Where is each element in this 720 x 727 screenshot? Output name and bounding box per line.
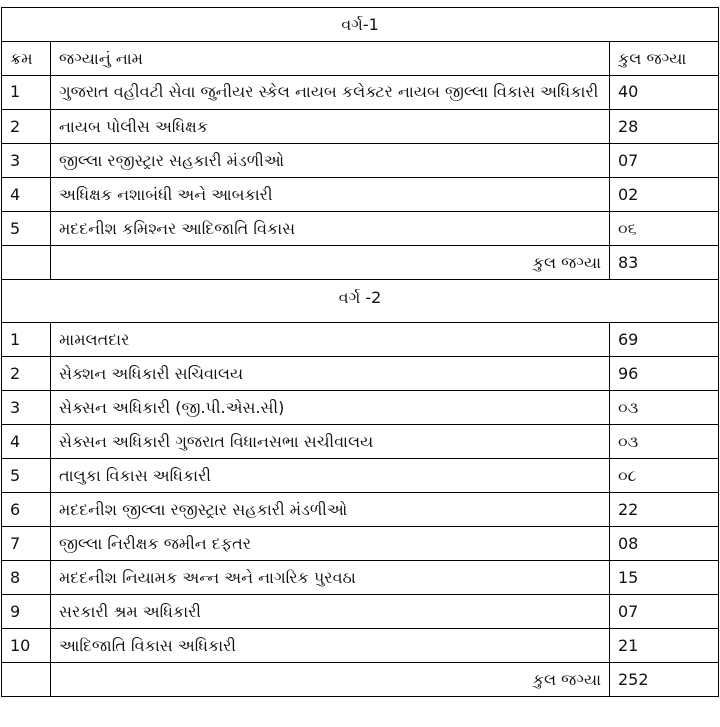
row-post-name: ગુજરાત વહીવટી સેવા જુનીયર સ્કેલ નાયબ કલેક્ટર નાયબ જીલ્લા વિકાસ અધિકારી xyxy=(51,76,610,110)
total-blank xyxy=(2,663,51,697)
row-post-count: 07 xyxy=(610,144,719,178)
section-1-total-row xyxy=(2,246,719,280)
row-post-count: 02 xyxy=(610,178,719,212)
row-serial: 2 xyxy=(2,110,51,144)
row-serial: 3 xyxy=(2,144,51,178)
section-2-total-row xyxy=(2,663,719,697)
row-post-name: મદદનીશ જીલ્લા રજીસ્ટ્રાર સહકારી મંડળીઓ xyxy=(51,493,610,527)
row-post-name: મદદનીશ કમિશ્નર આદિજાતિ વિકાસ xyxy=(51,212,610,246)
row-post-name: તાલુકા વિકાસ અધિકારી xyxy=(51,459,610,493)
row-serial: 6 xyxy=(2,493,51,527)
row-post-count: 15 xyxy=(610,561,719,595)
row-post-name: સેક્સન અધિકારી (જી.પી.એસ.સી) xyxy=(51,391,610,425)
row-post-name: મામલતદાર xyxy=(51,323,610,357)
table-row xyxy=(2,76,719,110)
section-2-title-row xyxy=(2,280,719,323)
row-serial: 1 xyxy=(2,323,51,357)
header-post-name: જગ્યાનું નામ xyxy=(51,42,610,76)
row-post-name: સેક્શન અધિકારી સચિવાલય xyxy=(51,357,610,391)
table-row xyxy=(2,527,719,561)
row-post-name: નાયબ પોલીસ અધિક્ષક xyxy=(51,110,610,144)
row-post-name: સેક્સન અધિકારી ગુજરાત વિધાનસભા સચીવાલય xyxy=(51,425,610,459)
row-post-count: ૦૬ xyxy=(610,212,719,246)
table-row xyxy=(2,391,719,425)
row-post-count: ૦૩ xyxy=(610,391,719,425)
row-post-name: અધિક્ષક નશાબંધી અને આબકારી xyxy=(51,178,610,212)
row-post-count: 07 xyxy=(610,595,719,629)
row-post-name: જીલ્લા રજીસ્ટ્રાર સહકારી મંડળીઓ xyxy=(51,144,610,178)
row-serial: 2 xyxy=(2,357,51,391)
column-header-row xyxy=(2,42,719,76)
total-label: કુલ જગ્યા xyxy=(51,663,610,697)
row-serial: 5 xyxy=(2,459,51,493)
row-post-count: 22 xyxy=(610,493,719,527)
table-row xyxy=(2,178,719,212)
table-row xyxy=(2,561,719,595)
row-post-count: 96 xyxy=(610,357,719,391)
header-total-posts: કુલ જગ્યા xyxy=(610,42,719,76)
row-serial: 8 xyxy=(2,561,51,595)
table-row xyxy=(2,629,719,663)
row-post-count: 28 xyxy=(610,110,719,144)
total-label: કુલ જગ્યા xyxy=(51,246,610,280)
row-post-count: ૦૮ xyxy=(610,459,719,493)
row-serial: 4 xyxy=(2,178,51,212)
row-post-count: 08 xyxy=(610,527,719,561)
row-serial: 1 xyxy=(2,76,51,110)
row-post-count: ૦૩ xyxy=(610,425,719,459)
table-row xyxy=(2,323,719,357)
row-serial: 4 xyxy=(2,425,51,459)
row-post-name: જીલ્લા નિરીક્ષક જમીન દફતર xyxy=(51,527,610,561)
table-row xyxy=(2,459,719,493)
total-value: 83 xyxy=(610,246,719,280)
row-serial: 3 xyxy=(2,391,51,425)
table-row xyxy=(2,595,719,629)
table-row xyxy=(2,212,719,246)
section-1-title: વર્ગ-1 xyxy=(2,8,719,42)
table-row xyxy=(2,357,719,391)
row-serial: 7 xyxy=(2,527,51,561)
table-row xyxy=(2,493,719,527)
header-serial: ક્રમ xyxy=(2,42,51,76)
row-post-name: સરકારી શ્રમ અધિકારી xyxy=(51,595,610,629)
row-post-count: 21 xyxy=(610,629,719,663)
section-1-title-row xyxy=(2,8,719,42)
row-post-count: 69 xyxy=(610,323,719,357)
total-blank xyxy=(2,246,51,280)
section-2-title: વર્ગ -2 xyxy=(2,280,719,323)
table-row xyxy=(2,110,719,144)
total-value: 252 xyxy=(610,663,719,697)
table-row xyxy=(2,144,719,178)
row-post-name: મદદનીશ નિયામક અન્ન અને નાગરિક પુરવઠા xyxy=(51,561,610,595)
row-post-name: આદિજાતિ વિકાસ અધિકારી xyxy=(51,629,610,663)
row-serial: 5 xyxy=(2,212,51,246)
row-serial: 10 xyxy=(2,629,51,663)
row-post-count: 40 xyxy=(610,76,719,110)
posts-table xyxy=(1,7,719,697)
table-row xyxy=(2,425,719,459)
row-serial: 9 xyxy=(2,595,51,629)
